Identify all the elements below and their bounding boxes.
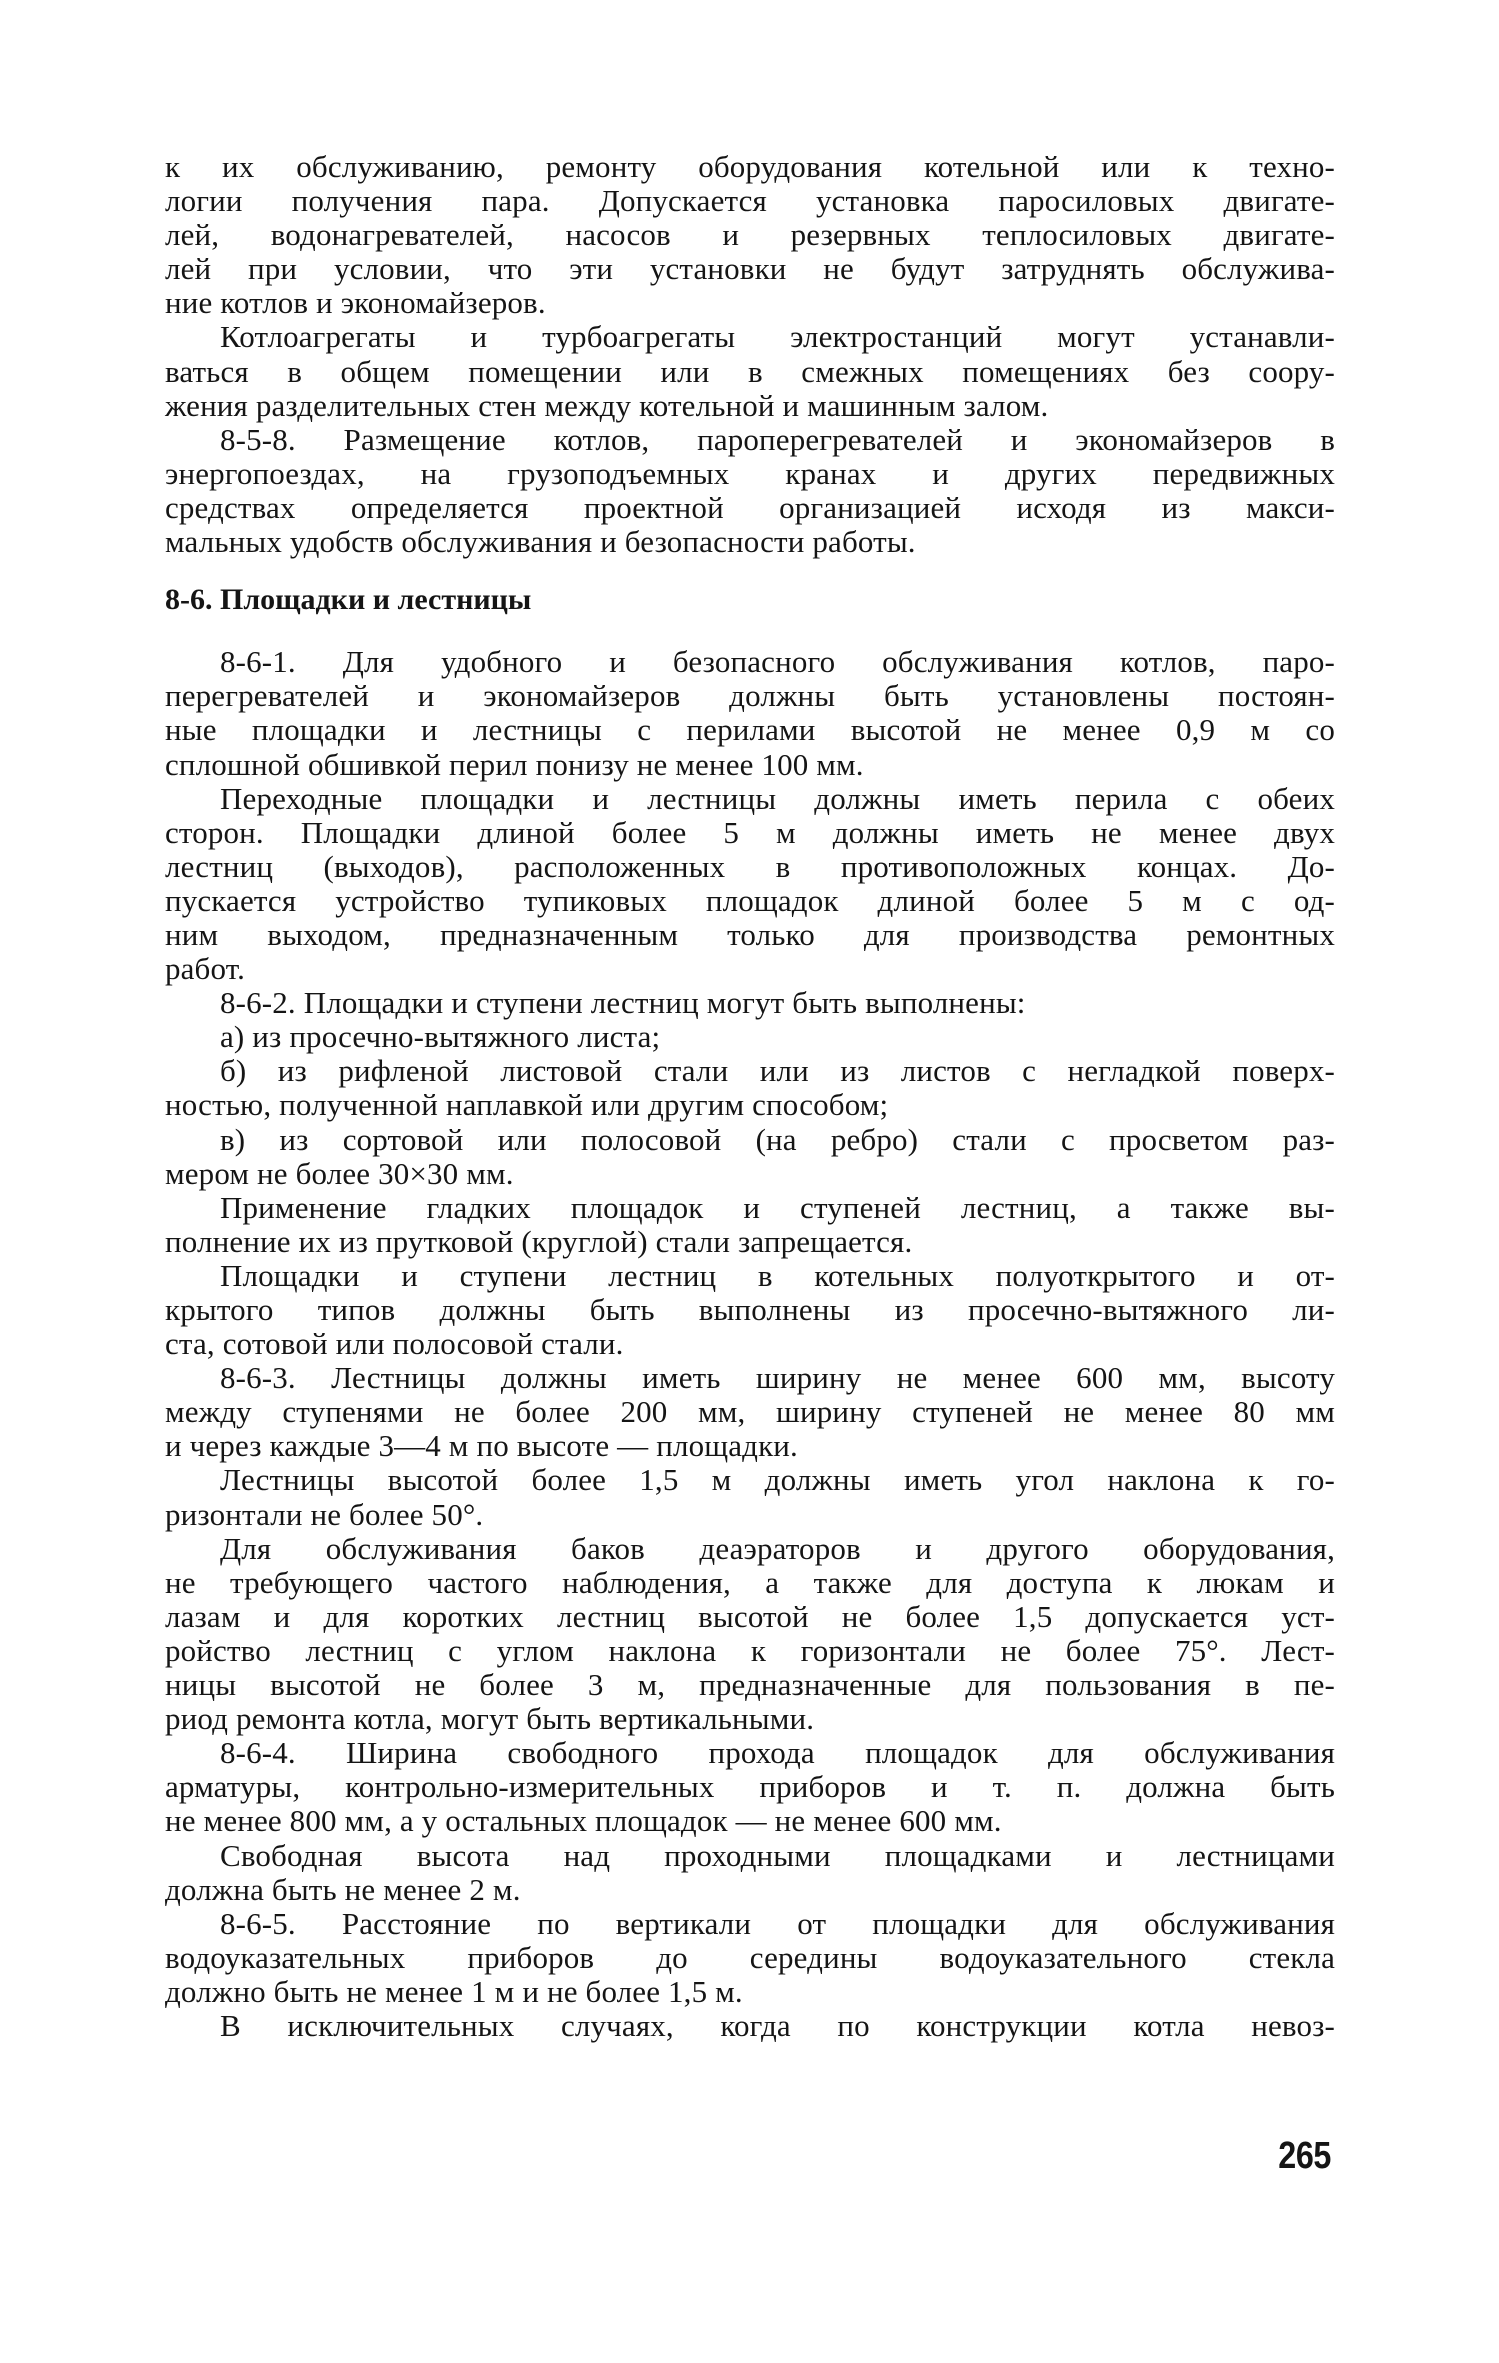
- paragraph: [165, 1907, 1335, 2009]
- paragraph: [165, 320, 1335, 422]
- text-line: ваться в общем помещении или в смежных помещениях без соору-: [165, 353, 1335, 389]
- paragraph: [165, 1191, 1335, 1259]
- text-line: арматуры, контрольно-измерительных приборов и т. п. должна быть: [165, 1769, 1335, 1805]
- text-line: ризонтали не более 50°.: [165, 1496, 484, 1532]
- paragraph: [165, 1020, 1335, 1054]
- text-line: ницы высотой не более 3 м, предназначенные для пользования в пе-: [165, 1667, 1335, 1703]
- text-line: лазам и для коротких лестниц высотой не более 1,5 допускается уст-: [165, 1598, 1335, 1634]
- text-line: мером не более 30×30 мм.: [165, 1155, 514, 1191]
- paragraph: [165, 645, 1335, 781]
- text-line: должно быть не менее 1 м и не более 1,5 м.: [165, 1973, 743, 2009]
- text-line: ностью, полученной наплавкой или другим способом;: [165, 1087, 889, 1123]
- text-line: 8-5-8. Размещение котлов, пароперегревателей и экономайзеров в: [220, 421, 1335, 457]
- paragraph: [165, 1532, 1335, 1737]
- text-line: а) из просечно-вытяжного листа;: [220, 1019, 661, 1055]
- text-line: жения разделительных стен между котельной и машинным залом.: [165, 387, 1049, 423]
- text-line: не требующего частого наблюдения, а также для доступа к люкам и: [165, 1564, 1335, 1600]
- text-line: 8-6-1. Для удобного и безопасного обслуживания котлов, паро-: [220, 644, 1335, 680]
- text-line: лей, водонагревателей, насосов и резервных теплосиловых двигате-: [165, 217, 1335, 253]
- text-line: Лестницы высотой более 1,5 м должны иметь угол наклона к го-: [220, 1462, 1335, 1498]
- text-line: перегревателей и экономайзеров должны быть установлены постоян-: [165, 678, 1335, 714]
- paragraph: [165, 1839, 1335, 1907]
- text-line: ним выходом, предназначенным только для производства ремонтных: [165, 916, 1335, 952]
- paragraph: [165, 423, 1335, 559]
- paragraph: [165, 1736, 1335, 1838]
- text-line: мальных удобств обслуживания и безопасности работы.: [165, 524, 916, 560]
- text-line: ста, сотовой или полосовой стали.: [165, 1326, 624, 1362]
- text-line: водоуказательных приборов до середины водоуказательного стекла: [165, 1939, 1335, 1975]
- text-line: Для обслуживания баков деаэраторов и другого оборудования,: [220, 1530, 1335, 1566]
- paragraph: [165, 1361, 1335, 1463]
- text-line: Переходные площадки и лестницы должны иметь перила с обеих: [220, 780, 1335, 816]
- text-line: сторон. Площадки длиной более 5 м должны иметь не менее двух: [165, 814, 1335, 850]
- text-line: ные площадки и лестницы с перилами высотой не менее 0,9 м со: [165, 712, 1335, 748]
- text-line: должна быть не менее 2 м.: [165, 1871, 521, 1907]
- paragraph: [165, 1259, 1335, 1361]
- text-line: не менее 800 мм, а у остальных площадок — не менее 600 мм.: [165, 1803, 1002, 1839]
- text-line: риод ремонта котла, могут быть вертикальными.: [165, 1701, 815, 1737]
- paragraph: [165, 1054, 1335, 1122]
- text-line: 8-6-4. Ширина свободного прохода площадок для обслуживания: [220, 1735, 1335, 1771]
- paragraph: [165, 782, 1335, 987]
- text-line: 8-6-2. Площадки и ступени лестниц могут быть выполнены:: [220, 985, 1026, 1021]
- text-body: [165, 150, 1335, 2043]
- text-line: к их обслуживанию, ремонту оборудования котельной или к техно-: [165, 149, 1335, 184]
- paragraph: [165, 1123, 1335, 1191]
- text-line: полнение их из прутковой (круглой) стали запрещается.: [165, 1223, 913, 1259]
- text-line: логии получения пара. Допускается установка паросиловых двигате-: [165, 183, 1335, 219]
- text-line: б) из рифленой листовой стали или из листов с негладкой поверх-: [220, 1053, 1335, 1089]
- text-line: Котлоагрегаты и турбоагрегаты электростанций могут устанавли-: [220, 319, 1335, 355]
- text-line: 8-6-5. Расстояние по вертикали от площадки для обслуживания: [220, 1905, 1335, 1941]
- text-line: энергопоездах, на грузоподъемных кранах и других передвижных: [165, 455, 1335, 491]
- paragraph: [165, 150, 1335, 320]
- paragraph: [165, 2009, 1335, 2043]
- paragraph: [165, 1463, 1335, 1531]
- text-line: сплошной обшивкой перил понизу не менее 100 мм.: [165, 746, 864, 782]
- text-line: лей при условии, что эти установки не будут затруднять обслужива-: [165, 251, 1335, 287]
- text-line: Применение гладких площадок и ступеней лестниц, а также вы-: [220, 1189, 1335, 1225]
- text-line: средствах определяется проектной организацией исходя из макси-: [165, 489, 1335, 525]
- text-line: работ.: [165, 951, 245, 987]
- text-line: в) из сортовой или полосовой (на ребро) стали с просветом раз-: [220, 1121, 1335, 1157]
- text-line: лестниц (выходов), расположенных в противоположных концах. До-: [165, 848, 1335, 884]
- text-line: Свободная высота над проходными площадками и лестницами: [220, 1837, 1335, 1873]
- text-line: В исключительных случаях, когда по конструкции котла невоз-: [220, 2007, 1335, 2043]
- text-line: ройство лестниц с углом наклона к горизонтали не более 75°. Лест-: [165, 1632, 1335, 1668]
- text-line: крытого типов должны быть выполнены из просечно-вытяжного ли-: [165, 1292, 1335, 1327]
- paragraph: [165, 986, 1335, 1020]
- section-heading: 8-6. Площадки и лестницы: [165, 583, 532, 617]
- text-line: 8-6-3. Лестницы должны иметь ширину не менее 600 мм, высоту: [220, 1360, 1335, 1396]
- text-line: между ступенями не более 200 мм, ширину ступеней не менее 80 мм: [165, 1394, 1335, 1430]
- page-number: 265: [1278, 2135, 1331, 2177]
- text-line: Площадки и ступени лестниц в котельных полуоткрытого и от-: [220, 1257, 1335, 1293]
- text-line: и через каждые 3—4 м по высоте — площадки.: [165, 1428, 798, 1464]
- text-line: ние котлов и экономайзеров.: [165, 285, 546, 321]
- text-line: пускается устройство тупиковых площадок длиной более 5 м с од-: [165, 882, 1335, 918]
